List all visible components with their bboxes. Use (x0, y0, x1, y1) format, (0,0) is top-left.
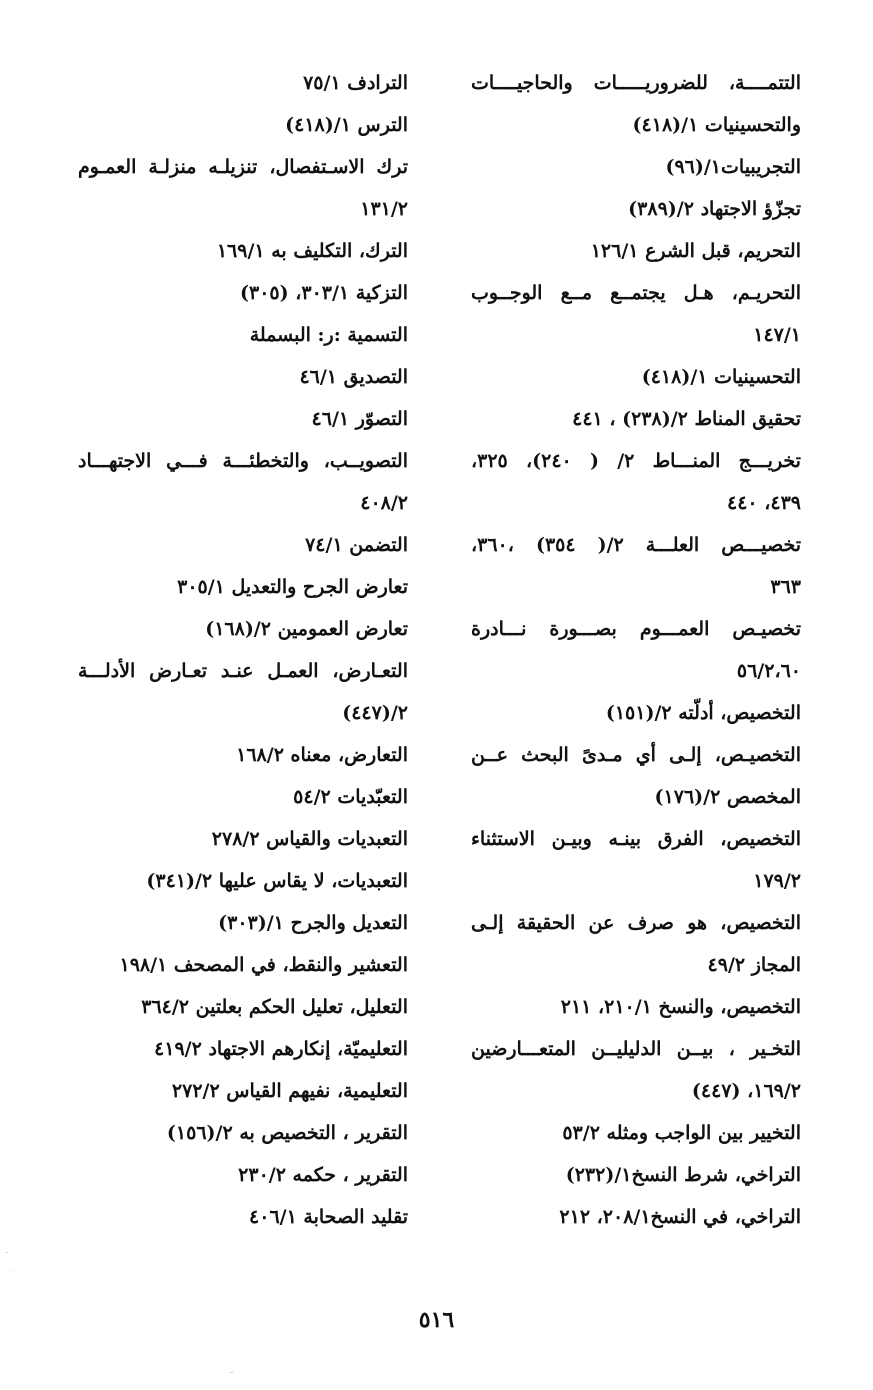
index-entry-line: التضمن ٧٤/١ (305, 534, 408, 556)
index-entry-line: التراخي، شرط النسخ١/(٢٣٢) (565, 1164, 801, 1186)
index-entry-line: ٢/(٤٤٧) (342, 702, 408, 724)
index-entry-line: التقرير ، التخصيص به ٢/(١٥٦) (166, 1122, 408, 1144)
index-entry-line: التخصيـص، إلـى أي مـدىً البحث عــن (471, 744, 801, 766)
index-entry-line: تعارض الجرح والتعديل ٣٠٥/١ (177, 576, 408, 598)
index-entry-line: التحريـم، هـل يجتمــع مــع الوجــوب (471, 282, 801, 304)
index-entry-line: التحريم، قبل الشرع ١٢٦/١ (590, 240, 801, 262)
index-entry-line: التجريبيات١/(٩٦) (665, 156, 801, 178)
index-entry-line: ١٤٧/١ (753, 324, 801, 346)
index-entry-line: تحقيق المناط ٢/(٢٣٨) ، ٤٤١ (572, 408, 801, 430)
index-entry-line: التخصيص، الفرق بينـه وبيـن الاستثناء (471, 828, 801, 850)
index-entry-line: ١٦٩/٢، (٤٤٧) (691, 1080, 801, 1102)
index-entry-line: التصديق ٤٦/١ (299, 366, 408, 388)
index-entry-line: التخـير ، بيــن الدليليــن المتعـــارضين (471, 1038, 801, 1060)
index-entry-line: التخيير بين الواجب ومثله ٥٣/٢ (562, 1122, 801, 1144)
index-entry-line: المجاز ٤٩/٢ (707, 954, 801, 976)
index-entry-line: ٣٦٣ (770, 576, 801, 598)
index-entry-line: التعليميّة، إنكارهم الاجتهاد ٤١٩/٢ (154, 1038, 408, 1060)
index-entry-line: التعـارض، العمـل عنـد تعـارض الأدلـــة (78, 660, 408, 682)
index-entry-line: تقليد الصحابة ٤٠٦/١ (249, 1206, 408, 1228)
index-entry-line: التخصيص، أدلّته ٢/(١٥١) (605, 702, 801, 724)
index-entry-line: التعارض، معناه ١٦٨/٢ (236, 744, 408, 766)
page-number: ٥١٦ (418, 1307, 455, 1333)
index-entry-line: ٤٠٨/٢ (360, 492, 408, 514)
index-entry-line: المخصص ٢/(١٧٦) (654, 786, 801, 808)
index-entry-line: ٤٣٩، ٤٤٠ (727, 492, 801, 514)
index-entry-line: التخصيص، والنسخ ٢١٠/١، ٢١١ (560, 996, 801, 1018)
index-entry-line: التصويــب، والتخطئـــة فـــي الاجتهـــاد (78, 450, 408, 472)
index-entry-line: الترك، التكليف به ١٦٩/١ (216, 240, 408, 262)
index-entry-line: التصوّر ٤٦/١ (311, 408, 408, 430)
scan-speck (230, 1372, 233, 1373)
index-entry-line: التعشير والنقط، في المصحف ١٩٨/١ (119, 954, 408, 976)
index-entry-line: ١٣١/٢ (360, 198, 408, 220)
index-entry-line: التعبّديات ٥٤/٢ (293, 786, 408, 808)
index-entry-line: التزكية ٣٠٣/١، (٣٠٥) (239, 282, 408, 304)
index-entry-line: التعبديات والقياس ٢٧٨/٢ (211, 828, 408, 850)
index-entry-line: الترادف ٧٥/١ (303, 72, 408, 94)
index-entry-line: تخصيـــص العلـــة ٢/( ٣٥٤) ،٣٦٠، (471, 534, 801, 556)
index-entry-line: التتمــــة، للضروريـــــات والحاجيــــات (471, 72, 801, 94)
index-entry-line: تعارض العمومين ٢/(١٦٨) (205, 618, 408, 640)
index-entry-line: تجزّؤ الاجتهاد ٢/(٣٨٩) (628, 198, 801, 220)
index-entry-line: ١٧٩/٢ (753, 870, 801, 892)
index-entry-line: التعليمية، نفيهم القياس ٢٧٢/٢ (171, 1080, 408, 1102)
index-entry-line: الترس ١/(٤١٨) (285, 114, 408, 136)
index-column-left (78, 62, 408, 1238)
index-entry-line: ٥٦/٢،٦٠ (736, 660, 801, 682)
scan-speck (6, 1252, 8, 1253)
index-entry-line: والتحسينيات ١/(٤١٨) (632, 114, 801, 136)
index-entry-line: التعبديات، لا يقاس عليها ٢/(٣٤١) (146, 870, 408, 892)
index-entry-line: التحسينيات ١/(٤١٨) (641, 366, 801, 388)
index-entry-line: التعليل، تعليل الحكم بعلتين ٣٦٤/٢ (141, 996, 408, 1018)
index-entry-line: التقرير ، حكمه ٢٣٠/٢ (238, 1164, 408, 1186)
index-entry-line: ترك الاسـتفصال، تنزيلـه منزلـة العمـوم (78, 156, 408, 178)
index-entry-line: تخصيـص العمـــوم بصـــورة نـــادرة (471, 618, 801, 640)
index-entry-line: التراخي، في النسخ٢٠٨/١، ٢١٢ (559, 1206, 801, 1228)
scan-speck (10, 1270, 11, 1271)
index-entry-line: تخريـــج المنـــاط ٢/ ( ٢٤٠)، ٣٢٥، (471, 450, 801, 472)
index-column-right (471, 62, 801, 1238)
index-entry-line: التعديل والجرح ١/(٣٠٣) (218, 912, 408, 934)
index-entry-line: التسمية :ر: البسملة (249, 324, 408, 346)
index-entry-line: التخصيص، هو صرف عن الحقيقة إلـى (471, 912, 801, 934)
